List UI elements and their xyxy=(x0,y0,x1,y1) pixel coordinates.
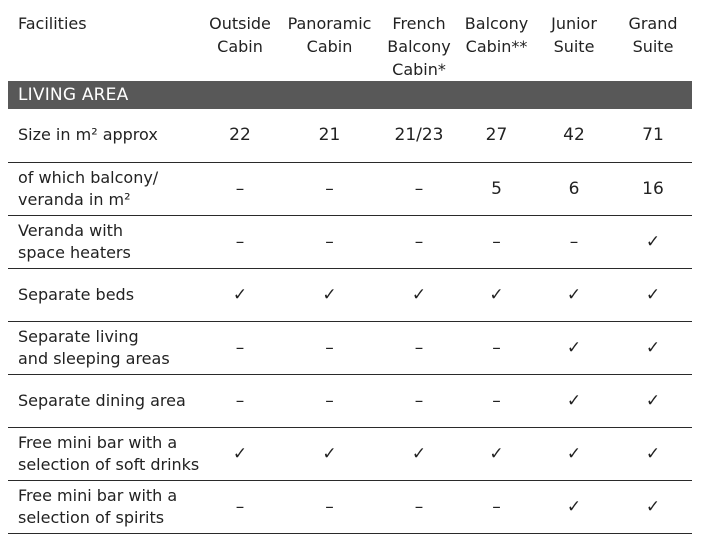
column-header-junior-suite: Junior Suite xyxy=(551,14,597,56)
table-row xyxy=(8,374,692,427)
cell-balcony-cabin: 27 xyxy=(459,109,534,162)
cell-junior-suite: 42 xyxy=(534,109,614,162)
cell-grand-suite: ✓ xyxy=(614,374,692,427)
cell-french-balcony-cabin: – xyxy=(379,162,459,215)
cell-french-balcony-cabin: ✓ xyxy=(379,268,459,321)
cell-panoramic-cabin: – xyxy=(280,215,379,268)
cell-french-balcony-cabin: – xyxy=(379,321,459,374)
table-row xyxy=(8,480,692,533)
facilities-table xyxy=(8,8,692,534)
cell-junior-suite: ✓ xyxy=(534,268,614,321)
table-row xyxy=(8,321,692,374)
cell-french-balcony-cabin: ✓ xyxy=(379,427,459,480)
cell-balcony-cabin: 5 xyxy=(459,162,534,215)
cell-junior-suite: ✓ xyxy=(534,374,614,427)
cell-junior-suite: – xyxy=(534,215,614,268)
cell-panoramic-cabin: ✓ xyxy=(280,427,379,480)
cell-junior-suite: ✓ xyxy=(534,427,614,480)
table-row xyxy=(8,162,692,215)
cell-grand-suite: ✓ xyxy=(614,480,692,533)
cell-outside-cabin: – xyxy=(200,480,280,533)
row-label: Veranda with space heaters xyxy=(8,215,200,268)
cell-junior-suite: 6 xyxy=(534,162,614,215)
cell-grand-suite: ✓ xyxy=(614,215,692,268)
cell-panoramic-cabin: – xyxy=(280,374,379,427)
column-header-grand-suite: Grand Suite xyxy=(628,14,678,56)
header-row xyxy=(8,8,692,81)
cell-junior-suite: ✓ xyxy=(534,321,614,374)
cell-french-balcony-cabin: – xyxy=(379,480,459,533)
cell-outside-cabin: ✓ xyxy=(200,268,280,321)
section-header-row xyxy=(8,81,692,109)
column-header-facilities: Facilities xyxy=(18,14,87,33)
cell-grand-suite: 71 xyxy=(614,109,692,162)
column-header-panoramic-cabin: Panoramic Cabin xyxy=(287,14,372,56)
cell-outside-cabin: – xyxy=(200,215,280,268)
cell-panoramic-cabin: – xyxy=(280,162,379,215)
row-label: of which balcony/ veranda in m² xyxy=(8,162,200,215)
cell-outside-cabin: – xyxy=(200,162,280,215)
row-label: Size in m² approx xyxy=(8,109,200,162)
section-title: LIVING AREA xyxy=(8,81,692,109)
cell-french-balcony-cabin: – xyxy=(379,215,459,268)
table-row xyxy=(8,109,692,162)
cell-panoramic-cabin: – xyxy=(280,321,379,374)
cell-balcony-cabin: ✓ xyxy=(459,427,534,480)
cell-grand-suite: 16 xyxy=(614,162,692,215)
row-label: Free mini bar with a selection of soft drinks xyxy=(8,427,200,480)
cell-outside-cabin: – xyxy=(200,321,280,374)
column-header-french-balcony-cabin: French Balcony Cabin* xyxy=(387,14,451,79)
cell-outside-cabin: – xyxy=(200,374,280,427)
cell-grand-suite: ✓ xyxy=(614,427,692,480)
column-header-outside-cabin: Outside Cabin xyxy=(209,14,271,56)
cell-balcony-cabin: – xyxy=(459,215,534,268)
table-row xyxy=(8,215,692,268)
row-label: Separate dining area xyxy=(8,374,200,427)
table-row xyxy=(8,268,692,321)
cell-outside-cabin: 22 xyxy=(200,109,280,162)
cell-panoramic-cabin: – xyxy=(280,480,379,533)
column-header-balcony-cabin: Balcony Cabin** xyxy=(464,14,529,56)
cell-french-balcony-cabin: 21/23 xyxy=(379,109,459,162)
row-label: Separate beds xyxy=(8,268,200,321)
table-row xyxy=(8,427,692,480)
row-label: Free mini bar with a selection of spirits xyxy=(8,480,200,533)
cell-grand-suite: ✓ xyxy=(614,321,692,374)
cell-outside-cabin: ✓ xyxy=(200,427,280,480)
cell-grand-suite: ✓ xyxy=(614,268,692,321)
row-label: Separate living and sleeping areas xyxy=(8,321,200,374)
cell-panoramic-cabin: ✓ xyxy=(280,268,379,321)
cell-balcony-cabin: – xyxy=(459,480,534,533)
cell-panoramic-cabin: 21 xyxy=(280,109,379,162)
cell-junior-suite: ✓ xyxy=(534,480,614,533)
cell-balcony-cabin: – xyxy=(459,374,534,427)
cell-balcony-cabin: – xyxy=(459,321,534,374)
cell-french-balcony-cabin: – xyxy=(379,374,459,427)
cell-balcony-cabin: ✓ xyxy=(459,268,534,321)
